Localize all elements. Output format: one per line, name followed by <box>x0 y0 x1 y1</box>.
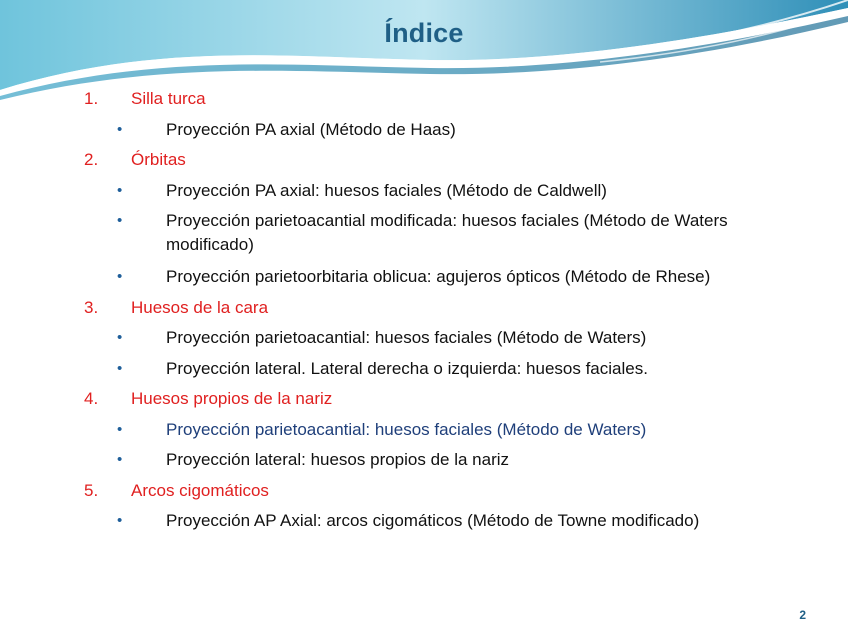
section-number: 1. <box>84 89 99 108</box>
bullet-icon: • <box>117 329 123 346</box>
page-number: 2 <box>799 608 806 622</box>
bullet-icon: • <box>117 512 123 529</box>
toc-item-text: Proyección lateral: huesos propios de la nariz <box>166 450 510 469</box>
bullet-icon: • <box>117 420 123 438</box>
bullet-icon: • <box>117 120 123 138</box>
section-number: 4. <box>84 389 99 408</box>
bullet-icon: • <box>117 212 123 229</box>
bullet-icon: • <box>117 268 123 285</box>
bullet-icon: • <box>117 181 123 199</box>
header-wave-banner <box>0 0 848 100</box>
bullet-icon: • <box>117 451 123 468</box>
toc-item-text: Proyección parietoacantial: huesos faciales (Método de Waters) <box>166 419 647 439</box>
toc-item-text: Proyección lateral. Lateral derecha o izquierda: huesos faciales. <box>166 358 648 378</box>
section-title: Silla turca <box>131 89 206 108</box>
section-number: 5. <box>84 480 99 500</box>
section-number: 3. <box>84 297 99 317</box>
section-title: Huesos propios de la nariz <box>131 389 333 408</box>
toc-item-text: Proyección parietoorbitaria oblicua: agujeros ópticos (Método de Rhese) <box>166 267 711 286</box>
toc-item-text: Proyección parietoacantial: huesos faciales (Método de Waters) <box>166 328 647 347</box>
toc-item-text: Proyección PA axial (Método de Haas) <box>166 119 456 139</box>
section-number: 2. <box>84 150 99 169</box>
section-title: Arcos cigomáticos <box>131 480 269 500</box>
bullet-icon: • <box>117 359 123 377</box>
toc-item-text: Proyección PA axial: huesos faciales (Método de Caldwell) <box>166 180 607 200</box>
toc-item-text: Proyección parietoacantial modificada: huesos faciales (Método de Waters modificado) <box>166 211 728 254</box>
slide-title: Índice <box>384 18 464 48</box>
toc-item-text: Proyección AP Axial: arcos cigomáticos (Método de Towne modificado) <box>166 511 700 530</box>
section-title: Órbitas <box>131 150 186 169</box>
section-title: Huesos de la cara <box>131 297 269 317</box>
